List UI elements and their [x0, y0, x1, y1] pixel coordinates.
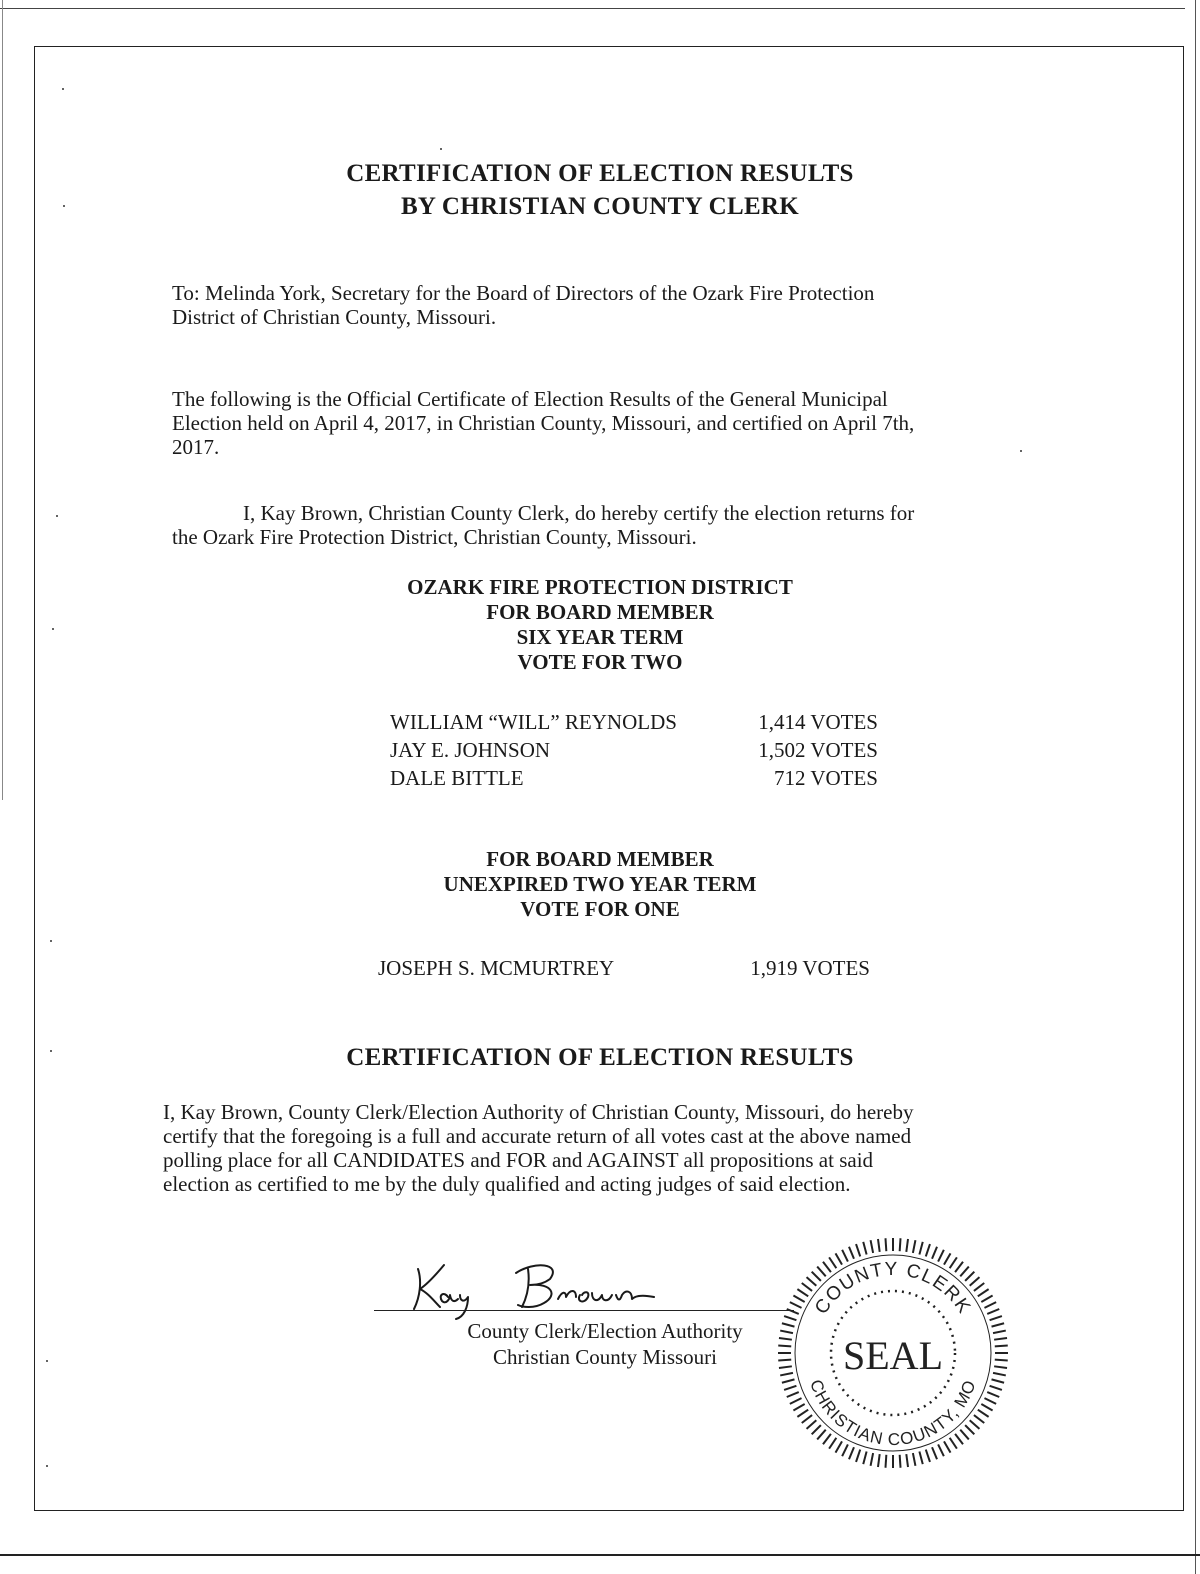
seal-tick: [993, 1373, 1006, 1376]
candidate-row: [390, 738, 878, 762]
certification-line-3: polling place for all CANDIDATES and FOR and AGAINST all propositions at said: [163, 1148, 874, 1172]
seal-tick: [974, 1415, 984, 1423]
seal-tick: [970, 1277, 980, 1286]
seal-tick: [938, 1250, 944, 1262]
seal-tick: [987, 1392, 999, 1397]
seal-tick: [779, 1366, 792, 1368]
race-1-term: SIX YEAR TERM: [516, 625, 684, 649]
seal-tick: [842, 1250, 848, 1262]
candidate-votes: 1,919 VOTES: [750, 956, 870, 980]
race-1-vote-for: VOTE FOR TWO: [517, 650, 683, 674]
race-2-heading: [0, 847, 1200, 922]
intro-line-2: Election held on April 4, 2017, in Christian County, Missouri, and certified on April 7th,: [172, 411, 915, 435]
seal-tick: [817, 1430, 826, 1440]
seal-tick: [797, 1410, 808, 1417]
race-1-heading: [0, 575, 1200, 675]
seal-tick: [993, 1331, 1006, 1334]
seal-tick: [885, 1455, 886, 1468]
document-title: CERTIFICATION OF ELECTION RESULTS: [346, 160, 854, 187]
seal-tick: [995, 1345, 1008, 1346]
seal-center-text: SEAL: [843, 1333, 943, 1378]
seal-tick: [981, 1296, 992, 1303]
seal-tick: [878, 1454, 880, 1467]
seal-tick: [787, 1392, 799, 1397]
seal-tick: [919, 1242, 922, 1255]
certification-title: CERTIFICATION OF ELECTION RESULTS: [346, 1044, 854, 1071]
seal-tick: [807, 1277, 817, 1286]
document-subtitle: BY CHRISTIAN COUNTY CLERK: [400, 193, 800, 220]
seal-tick: [906, 1239, 908, 1252]
seal-tick: [823, 1434, 831, 1444]
seal-tick: [802, 1415, 812, 1423]
seal-tick: [878, 1239, 880, 1252]
seal-tick: [829, 1438, 836, 1449]
scan-top-edge: [0, 8, 1185, 9]
clerk-statement-line-2: the Ozark Fire Protection District, Christian County, Missouri.: [172, 525, 697, 549]
intro-line-1: The following is the Official Certificate of Election Results of the General Municipal: [172, 387, 888, 411]
seal-tick: [787, 1309, 799, 1314]
seal-bottom-text: CHRISTIAN COUNTY, MO: [806, 1377, 980, 1450]
intro-line-3: 2017.: [172, 435, 220, 459]
seal-tick: [793, 1296, 804, 1303]
candidate-row: [390, 710, 878, 734]
seal-tick: [965, 1425, 974, 1434]
seal-tick: [913, 1453, 916, 1466]
seal-tick: [849, 1447, 854, 1459]
seal-tick: [782, 1379, 795, 1382]
seal-tick: [990, 1386, 1002, 1390]
scan-speck: [46, 1360, 48, 1362]
seal-tick: [790, 1302, 802, 1308]
seal-tick: [994, 1338, 1007, 1340]
seal-tick: [984, 1398, 996, 1404]
candidate-row: [378, 956, 870, 980]
seal-tick: [944, 1441, 951, 1452]
seal-tick: [793, 1404, 804, 1411]
seal-tick: [829, 1257, 836, 1268]
seal-tick: [965, 1272, 974, 1281]
seal-tick: [900, 1238, 901, 1251]
scan-right-edge: [1195, 0, 1196, 1574]
clerk-statement-line-1: I, Kay Brown, Christian County Clerk, do hereby certify the election returns for: [243, 501, 915, 525]
seal-tick: [955, 1262, 963, 1272]
seal-tick: [780, 1373, 793, 1376]
scan-speck: [440, 148, 442, 150]
seal-tick: [885, 1238, 886, 1251]
seal-tick: [812, 1425, 821, 1434]
race-1-district: OZARK FIRE PROTECTION DISTRICT: [407, 575, 793, 599]
candidate-votes: 1,502 VOTES: [758, 738, 878, 762]
seal-tick: [842, 1444, 848, 1456]
candidate-name: JOSEPH S. MCMURTREY: [378, 956, 615, 980]
handwritten-signature: [404, 1255, 674, 1323]
seal-tick: [784, 1386, 796, 1390]
seal-tick: [802, 1283, 812, 1291]
county-clerk-seal: [775, 1235, 1011, 1471]
seal-tick: [849, 1247, 854, 1259]
candidate-votes: 712 VOTES: [773, 766, 878, 790]
seal-tick: [926, 1244, 930, 1256]
to-line-2: District of Christian County, Missouri.: [172, 305, 497, 329]
seal-tick: [950, 1257, 957, 1268]
signature-caption-title: County Clerk/Election Authority: [467, 1319, 743, 1343]
seal-tick: [784, 1316, 796, 1320]
seal-tick: [863, 1242, 866, 1255]
seal-tick: [919, 1452, 922, 1465]
seal-tick: [970, 1420, 980, 1429]
seal-tick: [994, 1366, 1007, 1368]
seal-tick: [900, 1455, 901, 1468]
seal-tick: [782, 1323, 795, 1326]
seal-tick: [974, 1283, 984, 1291]
seal-tick: [992, 1323, 1005, 1326]
seal-tick: [944, 1253, 951, 1264]
to-line-1: To: Melinda York, Secretary for the Board of Directors of the Ozark Fire Protection: [172, 281, 875, 305]
seal-tick: [836, 1253, 843, 1264]
seal-tick: [984, 1302, 996, 1308]
seal-tick: [812, 1272, 821, 1281]
seal-tick: [978, 1410, 989, 1417]
seal-tick: [856, 1450, 860, 1462]
seal-tick: [932, 1447, 937, 1459]
seal-tick: [978, 1289, 989, 1296]
seal-tick: [955, 1434, 963, 1444]
certification-line-4: election as certified to me by the duly qualified and acting judges of said election.: [163, 1172, 851, 1196]
scan-speck: [56, 515, 58, 517]
seal-tick: [990, 1316, 1002, 1320]
seal-tick: [960, 1267, 969, 1277]
seal-tick: [780, 1331, 793, 1334]
scan-speck: [1020, 450, 1022, 452]
seal-tick: [906, 1454, 908, 1467]
seal-tick: [817, 1267, 826, 1277]
seal-tick: [807, 1420, 817, 1429]
signature-caption-county: Christian County Missouri: [492, 1345, 718, 1369]
seal-tick: [823, 1262, 831, 1272]
seal-tick: [938, 1444, 944, 1456]
certification-line-1: I, Kay Brown, County Clerk/Election Authority of Christian County, Missouri, do hereby: [163, 1100, 914, 1124]
candidate-name: DALE BITTLE: [390, 766, 524, 790]
seal-tick: [995, 1360, 1008, 1361]
seal-tick: [836, 1441, 843, 1452]
seal-tick: [778, 1345, 791, 1346]
seal-tick: [950, 1438, 957, 1449]
seal-tick: [913, 1240, 916, 1253]
seal-tick: [981, 1404, 992, 1411]
seal-tick: [778, 1360, 791, 1361]
seal-tick: [992, 1379, 1005, 1382]
seal-tick: [871, 1453, 874, 1466]
seal-tick: [926, 1450, 930, 1462]
signature-line: [374, 1310, 794, 1311]
candidate-row: [390, 766, 878, 790]
candidate-votes: 1,414 VOTES: [758, 710, 878, 734]
race-2-vote-for: VOTE FOR ONE: [520, 897, 680, 921]
candidate-name: WILLIAM “WILL” REYNOLDS: [390, 710, 677, 734]
scan-left-edge: [2, 0, 3, 800]
scan-speck: [50, 940, 52, 942]
seal-tick: [779, 1338, 792, 1340]
candidate-name: JAY E. JOHNSON: [390, 738, 551, 762]
seal-tick: [987, 1309, 999, 1314]
scan-bottom-edge: [0, 1554, 1200, 1556]
scan-speck: [46, 1465, 48, 1467]
certification-line-2: certify that the foregoing is a full and accurate return of all votes cast at the above named: [163, 1124, 912, 1148]
seal-tick: [932, 1247, 937, 1259]
seal-tick: [871, 1240, 874, 1253]
scan-speck: [62, 88, 64, 90]
seal-tick: [856, 1244, 860, 1256]
race-2-office: FOR BOARD MEMBER: [486, 847, 714, 871]
race-2-term: UNEXPIRED TWO YEAR TERM: [443, 872, 757, 896]
seal-tick: [790, 1398, 802, 1404]
race-1-office: FOR BOARD MEMBER: [486, 600, 714, 624]
seal-tick: [960, 1430, 969, 1440]
seal-tick: [863, 1452, 866, 1465]
seal-tick: [797, 1289, 808, 1296]
seal-top-text: COUNTY CLERK: [811, 1258, 975, 1319]
